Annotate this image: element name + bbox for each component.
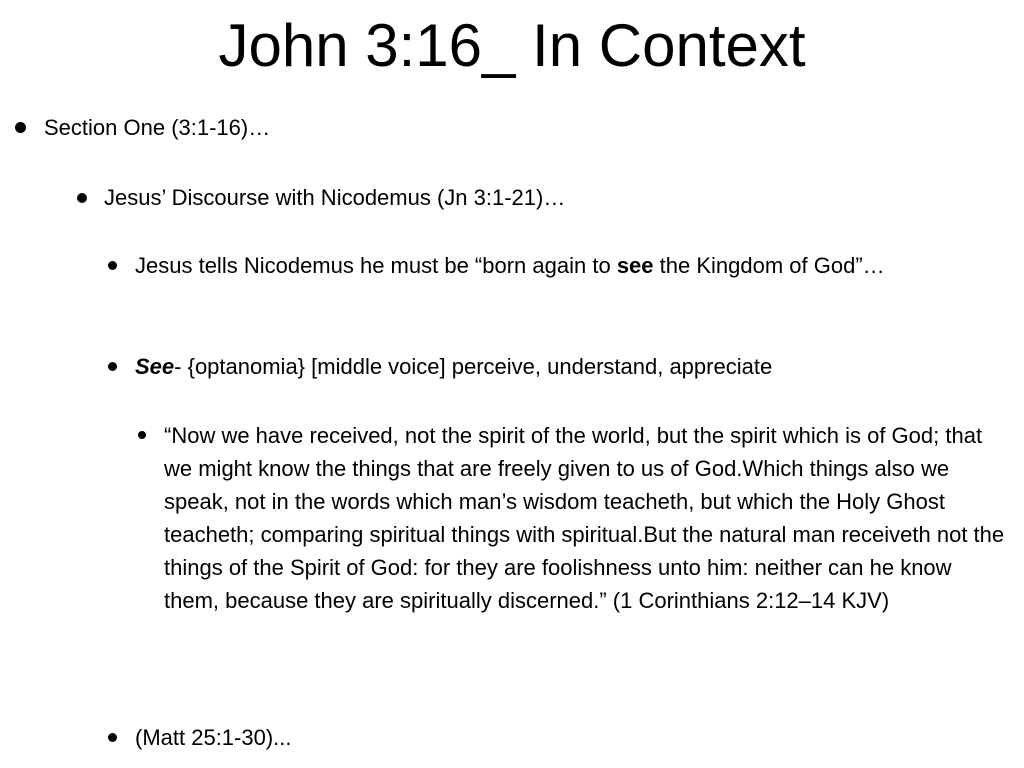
discourse-text: Jesus’ Discourse with Nicodemus (Jn 3:1-21)… (104, 185, 566, 210)
bullet-corinthians-quote (164, 419, 1009, 617)
bullet-born-again (135, 249, 1005, 282)
section-one-text: Section One (3:1-16)… (44, 115, 271, 140)
bullet-dot-icon (15, 122, 26, 133)
slide-title: John 3:16_ In Context (218, 12, 806, 79)
bullet-dot-icon (138, 431, 146, 439)
see-term: See (135, 354, 175, 379)
matthew-text: (Matt 25:1-30)... (135, 725, 292, 750)
born-again-before: Jesus tells Nicodemus he must be “born again to (135, 253, 617, 278)
corinthians-quote-text: “Now we have received, not the spirit of the world, but the spirit which is of God; that we might know the things that are freely given to us of God.Which things also we speak, not in the words which man’s wisdom teacheth, but which the Holy Ghost teacheth; comparing spiritual things with spiritual.But the natural man receiveth not the things of the Spirit of God: for they are foolishness unto him: neither can he know them, because they are spiritually discerned.” (1 Corinthians 2:12–14 KJV) (164, 423, 1005, 613)
born-again-bold-see: see (616, 253, 654, 278)
bullet-matthew (135, 721, 1005, 754)
bullet-dot-icon (77, 193, 87, 203)
born-again-after: the Kingdom of God”… (653, 253, 885, 278)
bullet-section-one (44, 111, 1004, 144)
bullet-dot-icon (108, 362, 117, 371)
born-again-text (135, 249, 1005, 282)
see-definition: - {optanomia} [middle voice] perceive, understand, appreciate (174, 354, 773, 379)
bullet-discourse (104, 181, 1004, 214)
bullet-dot-icon (108, 261, 117, 270)
bullet-dot-icon (108, 733, 117, 742)
see-definition-text (135, 350, 1005, 383)
bullet-see-definition (135, 350, 1005, 383)
